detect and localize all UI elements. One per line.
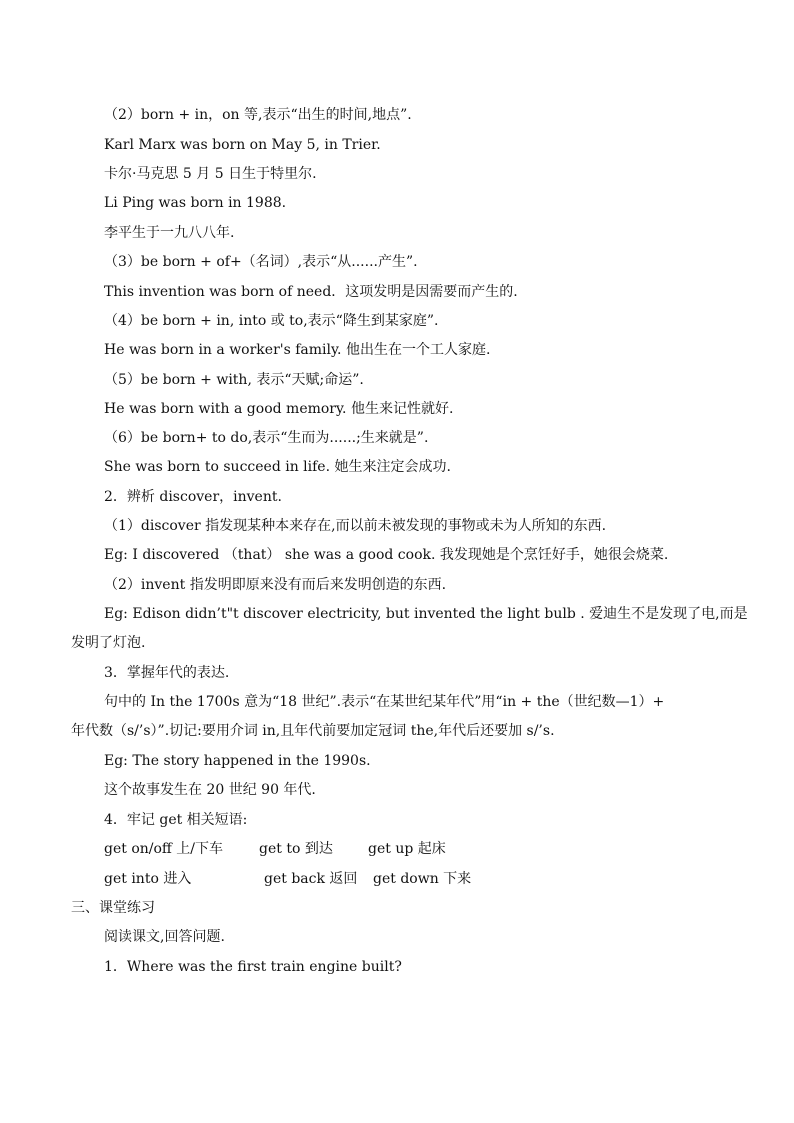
- text-line: 2．辨析 discover，invent.: [104, 489, 282, 505]
- phrase-item: get down 下来: [373, 871, 472, 887]
- text-line: He was born with a good memory. 他生来记性就好.: [104, 401, 454, 417]
- text-line: Eg: Edison didn’t"t discover electricity, but invented the light bulb . 爱迪生不是发现了电,而是: [104, 606, 748, 622]
- text-line: 卡尔·马克思 5 月 5 日生于特里尔.: [104, 166, 317, 182]
- phrase-item: get on/off 上/下车: [104, 841, 224, 857]
- instruction-text: 阅读课文,回答问题.: [104, 929, 225, 945]
- text-line: （2）born + in，on 等,表示“出生的时间,地点”.: [104, 107, 412, 123]
- text-line: （1）discover 指发现某种本来存在,而以前未被发现的事物或未为人所知的东西.: [104, 518, 607, 534]
- text-line: This invention was born of need．这项发明是因需要而产生的.: [104, 284, 518, 300]
- text-line: （3）be born + of+（名词）,表示“从......产生”.: [104, 254, 418, 270]
- text-line: Eg: The story happened in the 1990s.: [104, 753, 371, 769]
- text-line: 3．掌握年代的表达.: [104, 665, 230, 681]
- text-line: 句中的 In the 1700s 意为“18 世纪”.表示“在某世纪某年代”用“in + the（世纪数—1）+: [104, 694, 665, 710]
- text-line: 李平生于一九八八年.: [104, 225, 235, 241]
- text-line: （5）be born + with, 表示“天赋;命运”.: [104, 372, 364, 388]
- text-line: Li Ping was born in 1988.: [104, 195, 287, 211]
- text-line: 发明了灯泡.: [71, 635, 146, 651]
- text-line: She was born to succeed in life. 她生来注定会成功.: [104, 459, 451, 475]
- text-line: 年代数（s/’s）”.切记:要用介词 in,且年代前要加定冠词 the,年代后还要加 s/’s.: [71, 723, 555, 739]
- section-heading: 三、课堂练习: [71, 900, 155, 916]
- text-line: （6）be born+ to do,表示“生而为......;生来就是”.: [104, 430, 429, 446]
- phrase-item: get to 到达: [259, 841, 333, 857]
- phrase-item: get back 返回: [264, 871, 358, 887]
- phrase-item: get into 进入: [104, 871, 192, 887]
- text-line: He was born in a worker's family. 他出生在一个工人家庭.: [104, 342, 491, 358]
- text-line: Eg: I discovered （that） she was a good cook. 我发现她是个烹饪好手，她很会烧菜.: [104, 547, 669, 563]
- text-line: Karl Marx was born on May 5, in Trier.: [104, 137, 381, 153]
- text-line: （4）be born + in, into 或 to,表示“降生到某家庭”.: [104, 313, 439, 329]
- text-line: （2）invent 指发明即原来没有而后来发明创造的东西.: [104, 577, 447, 593]
- phrase-item: get up 起床: [368, 841, 446, 857]
- question-item: 1．Where was the first train engine built?: [104, 959, 402, 975]
- text-line: 这个故事发生在 20 世纪 90 年代.: [104, 782, 316, 798]
- text-line: 4．牢记 get 相关短语:: [104, 812, 248, 828]
